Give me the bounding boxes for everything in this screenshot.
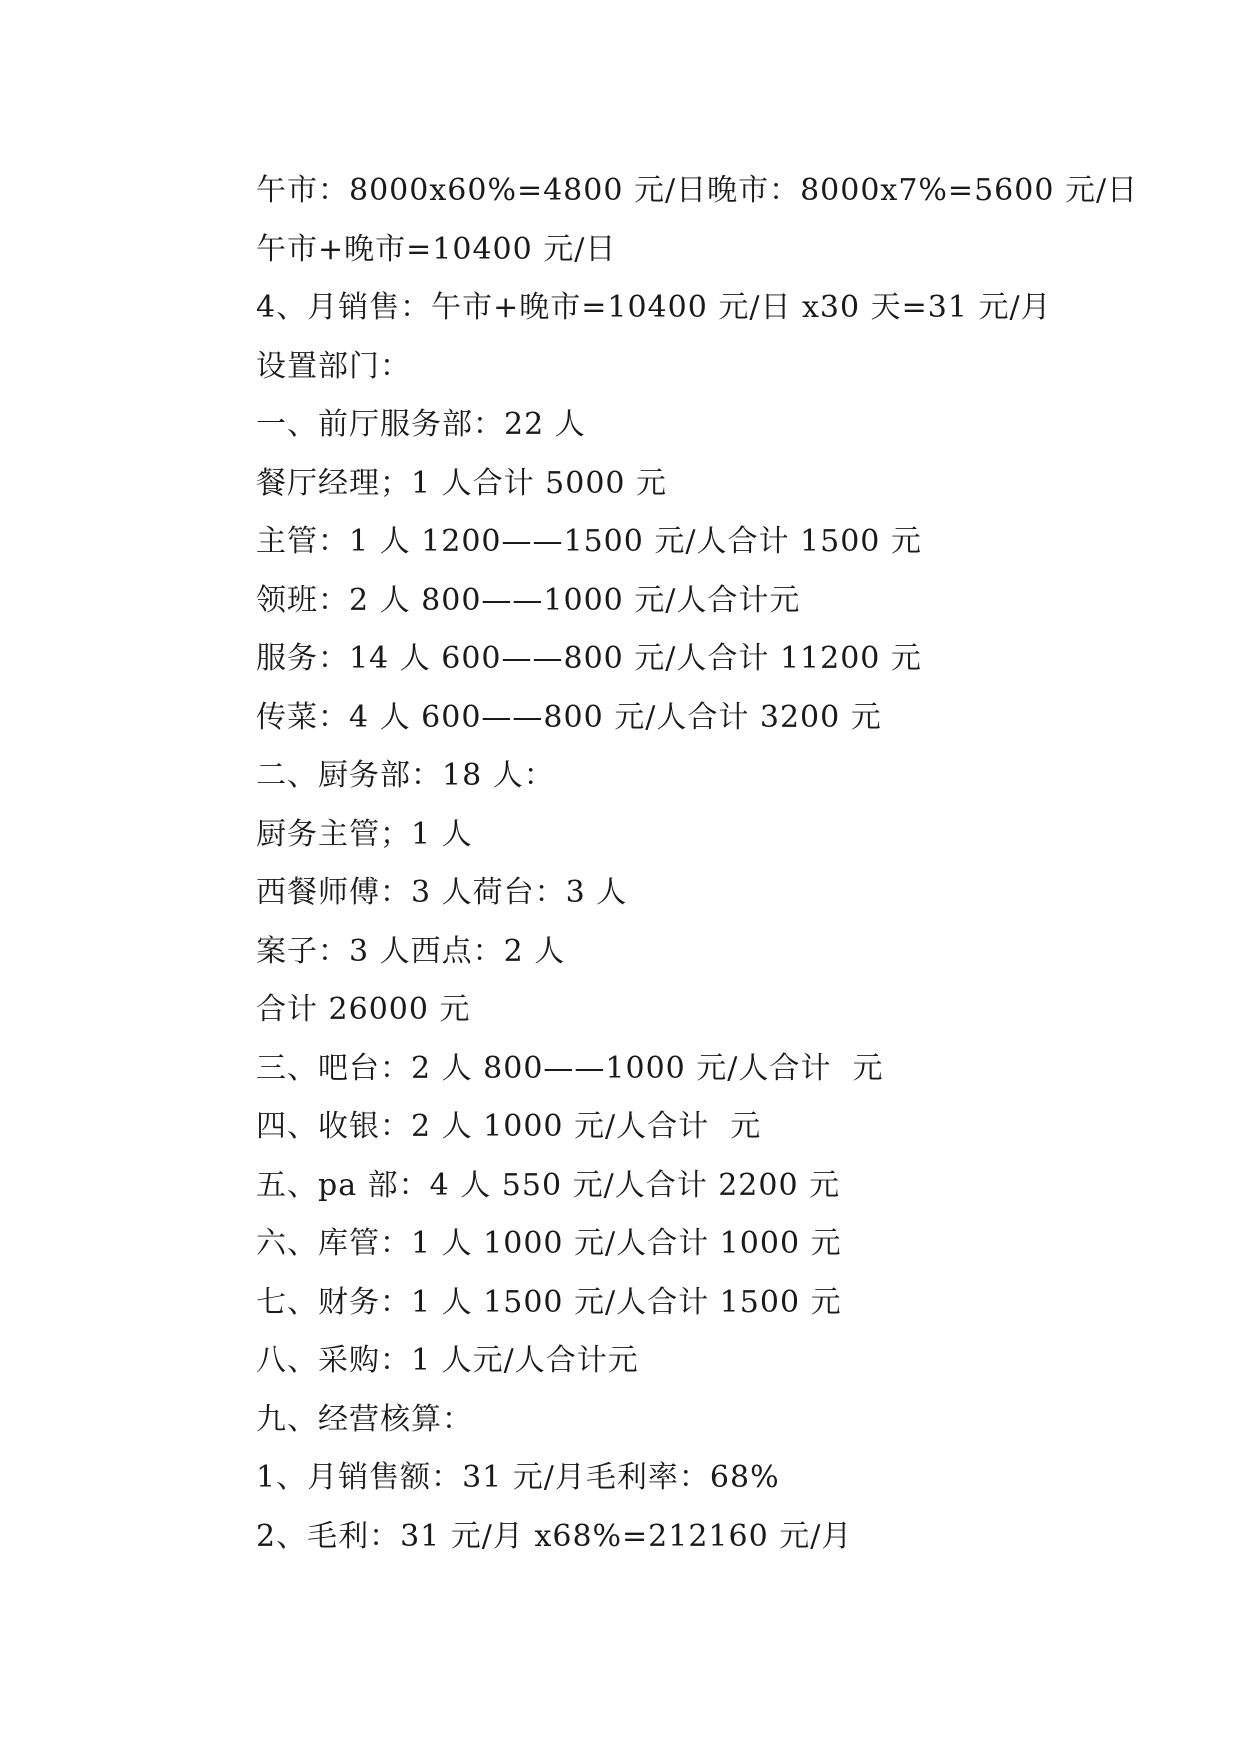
- section-heading-purchasing: 八、采购：1 人元/人合计元: [256, 1343, 639, 1378]
- text-line-prep-pastry: 案子：3 人西点：2 人: [256, 933, 566, 969]
- text-line-western-chefs: 西餐师傅：3 人荷台：3 人: [256, 875, 628, 910]
- text-line-food-runners: 传菜：4 人 600——800 元/人合计 3200 元: [256, 699, 882, 735]
- text-line-supervisor: 主管：1 人 1200——1500 元/人合计 1500 元: [256, 524, 922, 559]
- text-line-restaurant-manager: 餐厅经理；1 人合计 5000 元: [256, 465, 668, 501]
- text-line-kitchen-supervisor: 厨务主管；1 人: [256, 816, 473, 852]
- text-line-monthly-revenue: 1、月销售额：31 元/月毛利率：68%: [256, 1460, 780, 1495]
- section-heading-bar: 三、吧台：2 人 800——1000 元/人合计 元: [256, 1050, 884, 1086]
- text-line-daily-total: 午市+晚市=10400 元/日: [256, 231, 617, 267]
- text-line-service-staff: 服务：14 人 600——800 元/人合计 11200 元: [256, 641, 922, 676]
- section-heading-pa: 五、pa 部：4 人 550 元/人合计 2200 元: [256, 1167, 841, 1203]
- section-heading-storage: 六、库管：1 人 1000 元/人合计 1000 元: [256, 1226, 842, 1261]
- section-heading-front-hall: 一、前厅服务部：22 人: [256, 407, 586, 442]
- section-heading-finance: 七、财务：1 人 1500 元/人合计 1500 元: [256, 1284, 842, 1320]
- section-heading-departments: 设置部门：: [256, 348, 411, 384]
- text-line-monthly-sales: 4、月销售：午市+晚市=10400 元/日 x30 天=31 元/月: [256, 290, 1052, 325]
- text-line-kitchen-total: 合计 26000 元: [256, 992, 471, 1027]
- text-line-team-lead: 领班：2 人 800——1000 元/人合计元: [256, 582, 801, 618]
- section-heading-cashier: 四、收银：2 人 1000 元/人合计 元: [256, 1109, 762, 1144]
- document-page: [256, 162, 1156, 1566]
- section-heading-kitchen: 二、厨务部：18 人：: [256, 758, 555, 793]
- text-line-gross-profit: 2、毛利：31 元/月 x68%=212160 元/月: [256, 1518, 853, 1554]
- section-heading-accounting: 九、经营核算：: [256, 1401, 473, 1437]
- text-line-lunch-dinner-sales: 午市：8000x60%=4800 元/日晚市：8000x7%=5600 元/日: [256, 173, 1139, 208]
